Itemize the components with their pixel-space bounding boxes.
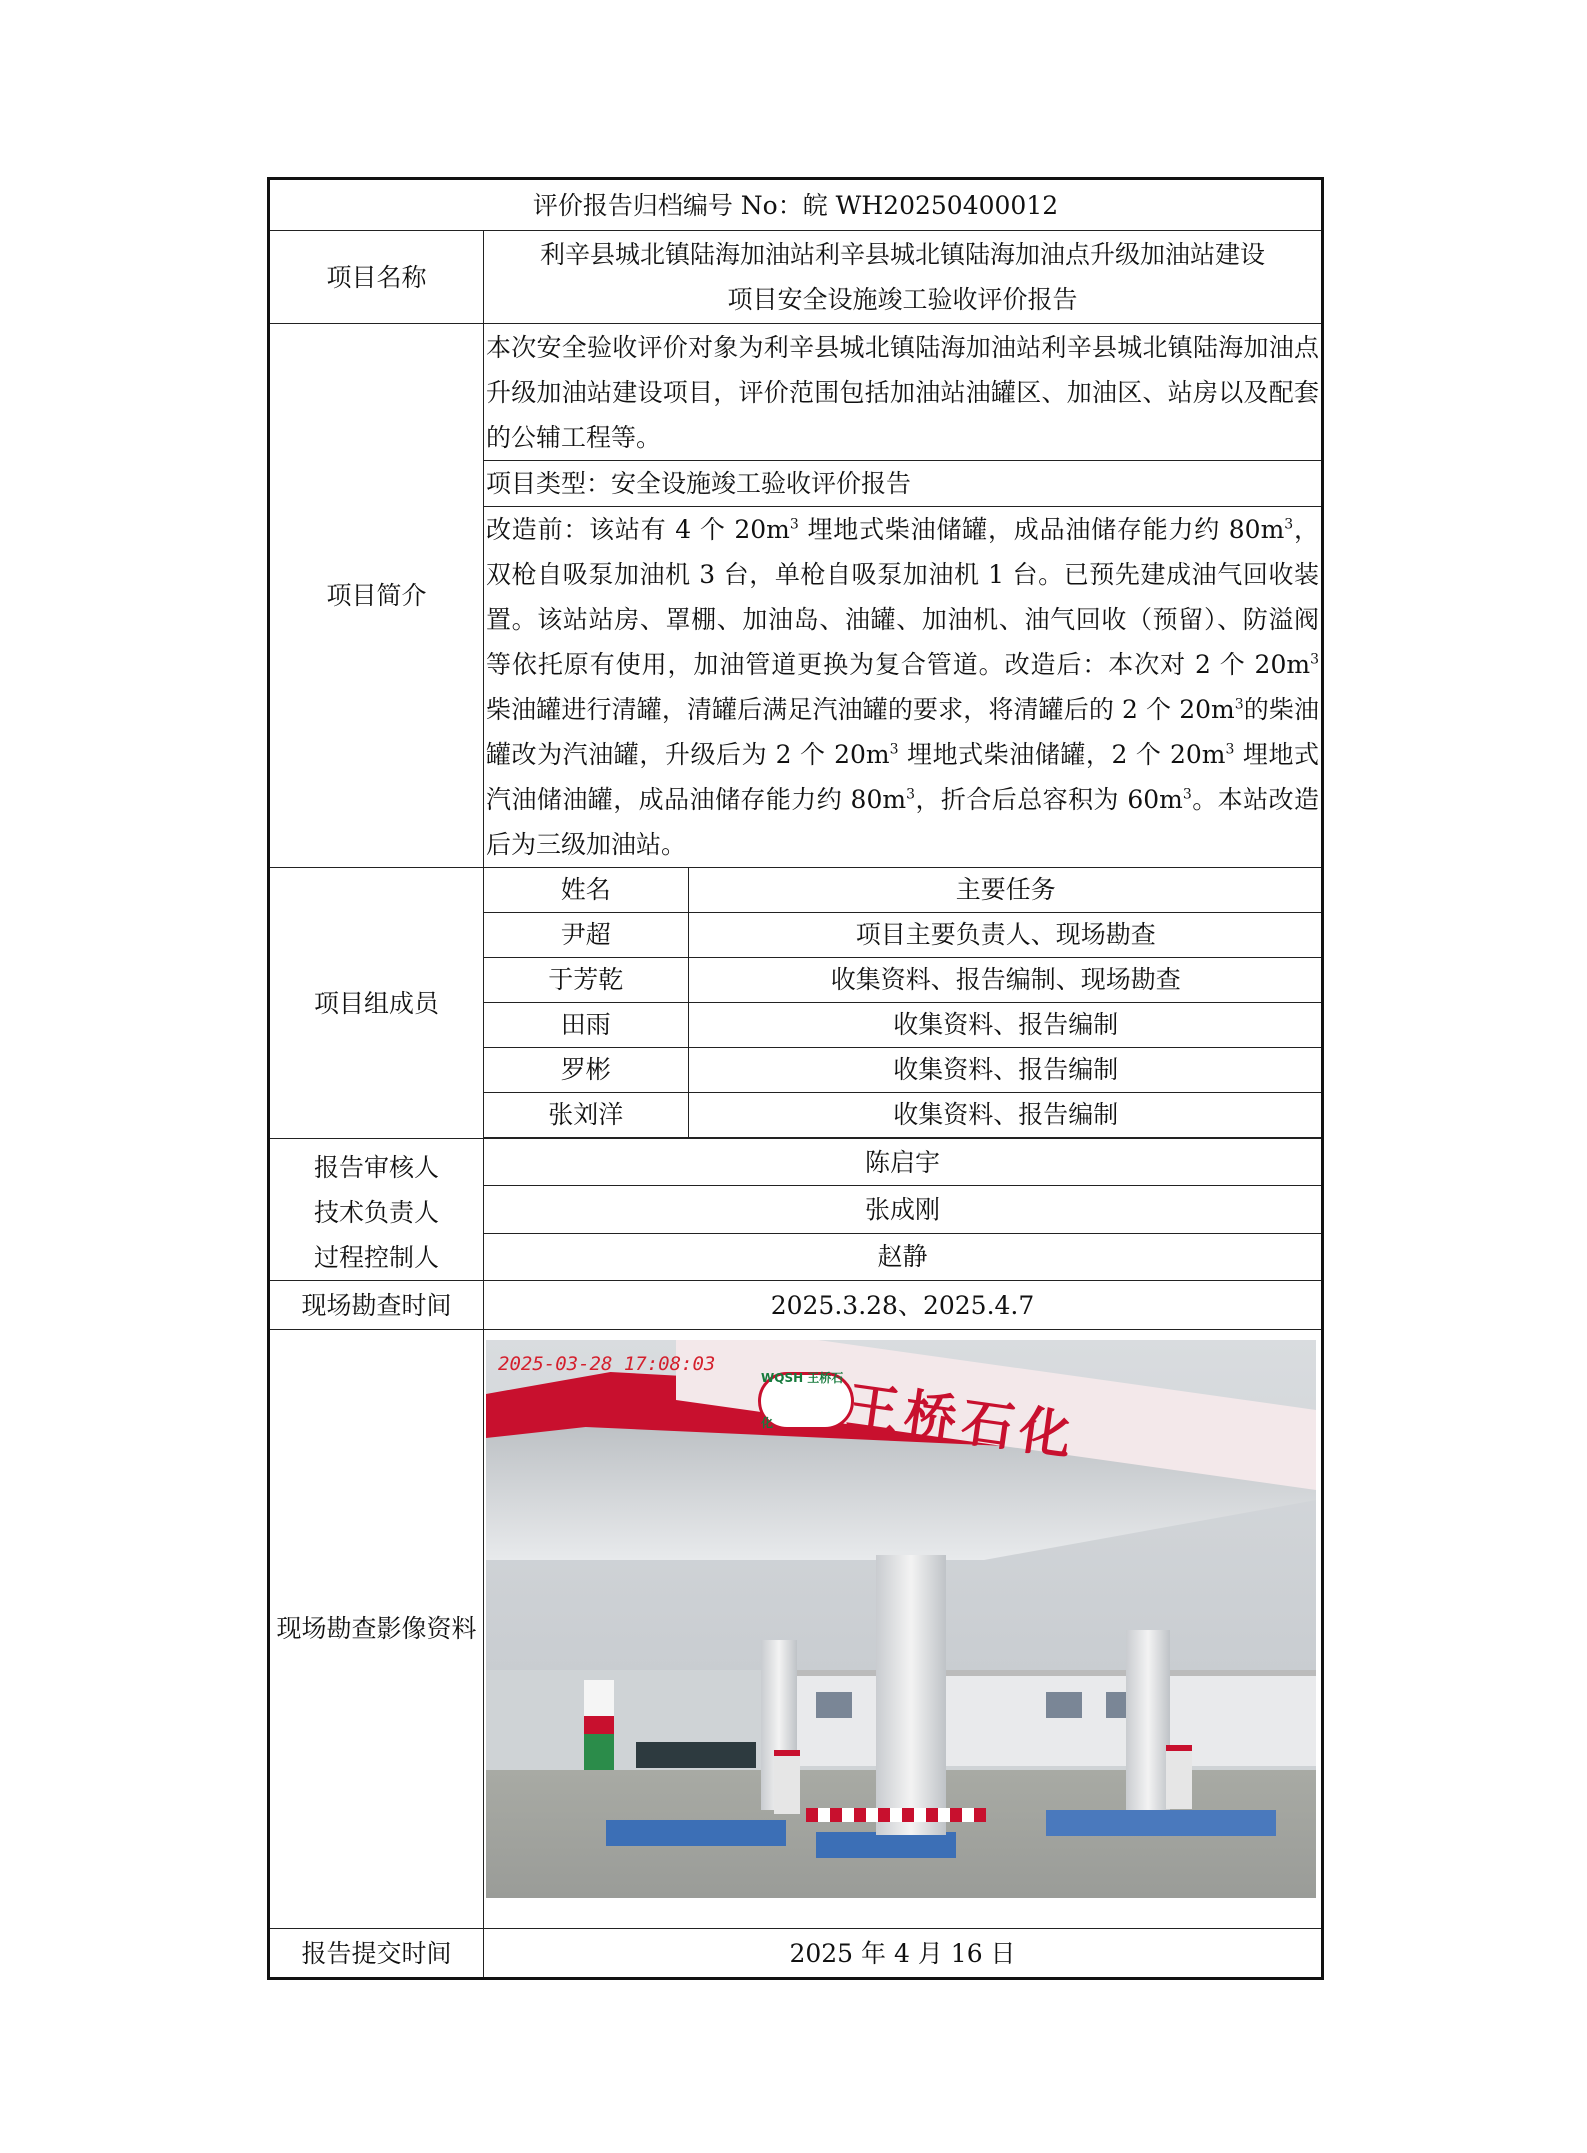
sup: 3 [1284, 516, 1294, 533]
members-label: 项目组成员 [269, 868, 484, 1139]
evaluation-report-table [267, 177, 1324, 1980]
reviewer-value: 陈启宇 [484, 1139, 1323, 1186]
reviewer-label: 报告审核人 [313, 1153, 439, 1182]
table-row [484, 958, 1323, 1003]
lane-marking [816, 1832, 956, 1858]
member-name: 罗彬 [484, 1048, 688, 1093]
detail-seg: 。本站改造后为三级加油站。 [486, 785, 1320, 859]
reviewers-labels [269, 1139, 484, 1281]
submit-time-label: 报告提交时间 [269, 1929, 484, 1979]
building-window [1046, 1692, 1082, 1718]
sup: 3 [789, 516, 799, 533]
table-row [484, 1003, 1323, 1048]
table-row [484, 1048, 1323, 1093]
detail-seg: 埋地式柴油储罐，成品油储存能力约 80m [798, 515, 1285, 544]
detail-seg: 改造前：该站有 4 个 20m [486, 515, 790, 544]
member-name: 于芳乾 [484, 958, 688, 1003]
sup: 3 [1225, 741, 1235, 758]
member-task: 收集资料、报告编制、现场勘查 [688, 958, 1323, 1003]
member-task: 收集资料、报告编制 [688, 1048, 1323, 1093]
station-building [786, 1670, 1316, 1766]
project-summary-label: 项目简介 [269, 324, 484, 868]
detail-seg: 柴油罐进行清罐，清罐后满足汽油罐的要求，将清罐后的 2 个 20m [486, 695, 1235, 724]
member-name: 张刘洋 [484, 1093, 688, 1138]
member-name: 尹超 [484, 913, 688, 958]
member-name: 田雨 [484, 1003, 688, 1048]
detail-seg: 的柴油罐改为汽油罐，升级后为 2 个 20m [486, 695, 1319, 769]
members-cell [484, 868, 1323, 1139]
price-sign [584, 1680, 614, 1770]
project-name-line2: 项目安全设施竣工验收评价报告 [727, 285, 1078, 314]
sup: 3 [1182, 786, 1192, 803]
header-task: 主要任务 [688, 868, 1323, 913]
gas-station-photo [486, 1340, 1316, 1898]
lane-marking [1046, 1810, 1276, 1836]
members-header-row [484, 868, 1323, 913]
members-table [484, 868, 1323, 1138]
tech-lead-label: 技术负责人 [313, 1198, 439, 1227]
photo-timestamp: 2025-03-28 17:08:03 [498, 1353, 716, 1375]
building-window [816, 1692, 852, 1718]
tech-lead-value: 张成刚 [484, 1186, 1323, 1233]
submit-time-value: 2025 年 4 月 16 日 [484, 1929, 1323, 1979]
table-row [484, 1093, 1323, 1138]
fuel-pump [1166, 1745, 1192, 1809]
survey-photo-cell [484, 1330, 1323, 1929]
brand-logo-text: WQSH 王桥石化 [761, 1371, 844, 1430]
header-name: 姓名 [484, 868, 688, 913]
canopy-column [1126, 1630, 1170, 1810]
project-scope: 本次安全验收评价对象为利辛县城北镇陆海加油站利辛县城北镇陆海加油点升级加油站建设项目，评价范围包括加油站油罐区、加油区、站房以及配套的公辅工程等。 [484, 324, 1323, 461]
detail-seg: ，折合后总容积为 60m [915, 785, 1183, 814]
truck [636, 1742, 756, 1768]
table-row [484, 913, 1323, 958]
archive-number: 评价报告归档编号 No：皖 WH20250400012 [269, 179, 1323, 231]
safety-barrier [806, 1808, 986, 1822]
brand-logo [758, 1372, 854, 1430]
member-task: 收集资料、报告编制 [688, 1003, 1323, 1048]
brand-name: 王桥石化 [843, 1376, 1082, 1468]
member-task: 收集资料、报告编制 [688, 1093, 1323, 1138]
detail-seg: 埋地式柴油储罐，2 个 20m [898, 740, 1226, 769]
project-name-value [484, 231, 1323, 324]
project-name-label: 项目名称 [269, 231, 484, 324]
project-name-line1: 利辛县城北镇陆海加油站利辛县城北镇陆海加油点升级加油站建设 [540, 240, 1266, 269]
process-control-value: 赵静 [484, 1233, 1323, 1280]
member-task: 项目主要负责人、现场勘查 [688, 913, 1323, 958]
sup: 3 [889, 741, 899, 758]
survey-time-label: 现场勘查时间 [269, 1281, 484, 1330]
survey-time-value: 2025.3.28、2025.4.7 [484, 1281, 1323, 1330]
canopy-column [876, 1555, 946, 1835]
detail-seg: ，双枪自吸泵加油机 3 台，单枪自吸泵加油机 1 台。已预先建成油气回收装置。该站站房、罩棚、加油岛、油罐、加油机、油气回收（预留）、防溢阀等依托原有使用，加油管道更换为复合管道。改造后：本次对 2 个 20m [486, 515, 1320, 679]
detail-seg: 埋地式汽油储油罐，成品油储存能力约 80m [486, 740, 1320, 814]
lane-marking [606, 1820, 786, 1846]
project-type: 项目类型：安全设施竣工验收评价报告 [484, 461, 1323, 507]
project-details [484, 507, 1323, 868]
sup: 3 [1310, 651, 1320, 668]
sup: 3 [906, 786, 915, 803]
process-control-label: 过程控制人 [313, 1243, 439, 1272]
survey-photo-label: 现场勘查影像资料 [269, 1330, 484, 1929]
sup: 3 [1234, 696, 1244, 713]
fuel-pump [774, 1750, 800, 1814]
